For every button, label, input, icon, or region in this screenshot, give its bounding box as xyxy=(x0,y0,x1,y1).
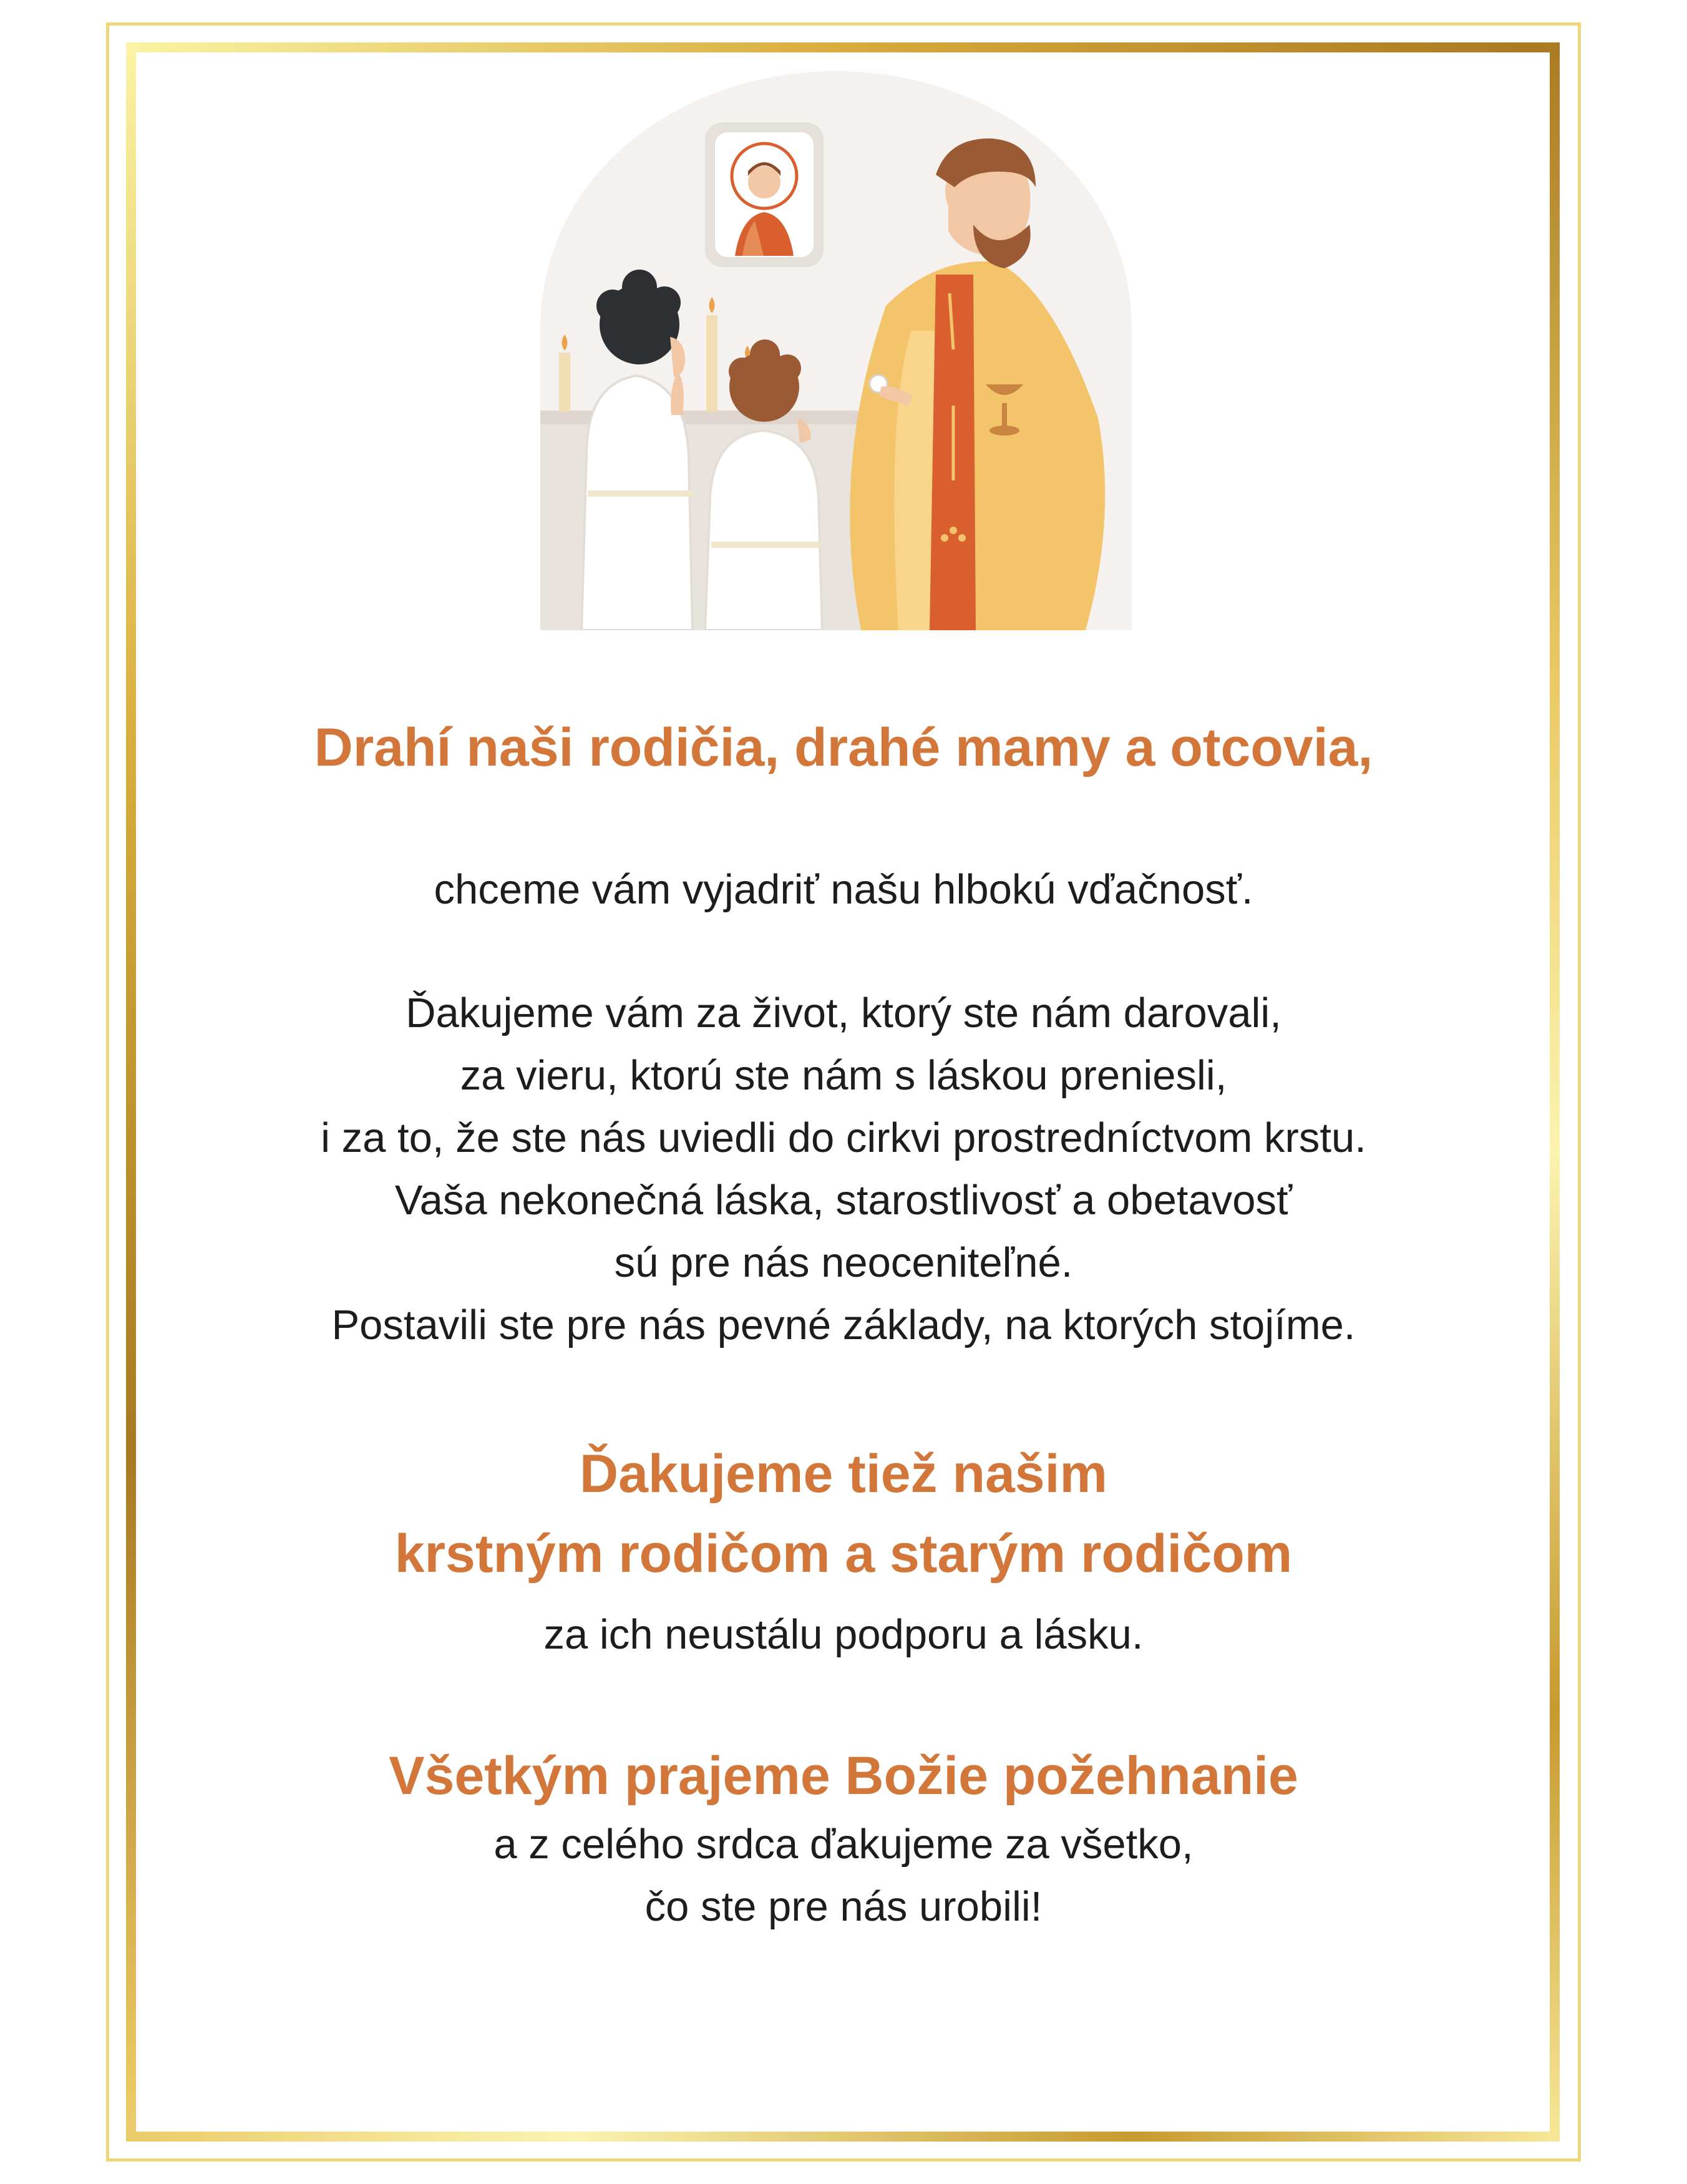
christ-icon xyxy=(705,122,824,267)
godparents-heading-line: Ďakujeme tiež našim xyxy=(579,1444,1108,1504)
thanks-paragraph xyxy=(162,982,1525,1357)
godparents-heading-line: krstným rodičom a starým rodičom xyxy=(394,1524,1293,1584)
godparents-line: za ich neustálu podporu a lásku. xyxy=(543,1611,1144,1658)
blessing-heading: Všetkým prajeme Božie požehnanie xyxy=(389,1746,1298,1806)
thanks-line: Vaša nekonečná láska, starostlivosť a obetavosť xyxy=(394,1177,1293,1224)
thanks-line: sú pre nás neoceniteľné. xyxy=(614,1239,1073,1286)
blessing-line: a z celého srdca ďakujeme za všetko, xyxy=(493,1821,1194,1868)
intro-line: chceme vám vyjadriť našu hlbokú vďačnosť. xyxy=(434,866,1253,913)
greeting-heading: Drahí naši rodičia, drahé mamy a otcovia, xyxy=(314,718,1373,778)
godparents-heading xyxy=(162,1434,1525,1594)
thanks-line: za vieru, ktorú ste nám s láskou preniesli, xyxy=(460,1052,1227,1099)
blessing-paragraph xyxy=(162,1813,1525,1938)
first-communion-illustration-icon xyxy=(537,69,1135,630)
blessing-line: čo ste pre nás urobili! xyxy=(644,1883,1043,1930)
thanks-line: Ďakujeme vám za život, ktorý ste nám darovali, xyxy=(406,990,1281,1036)
thanks-line: Postavili ste pre nás pevné základy, na ktorých stojíme. xyxy=(331,1302,1356,1348)
thanks-line: i za to, že ste nás uviedli do cirkvi prostredníctvom krstu. xyxy=(321,1114,1366,1161)
